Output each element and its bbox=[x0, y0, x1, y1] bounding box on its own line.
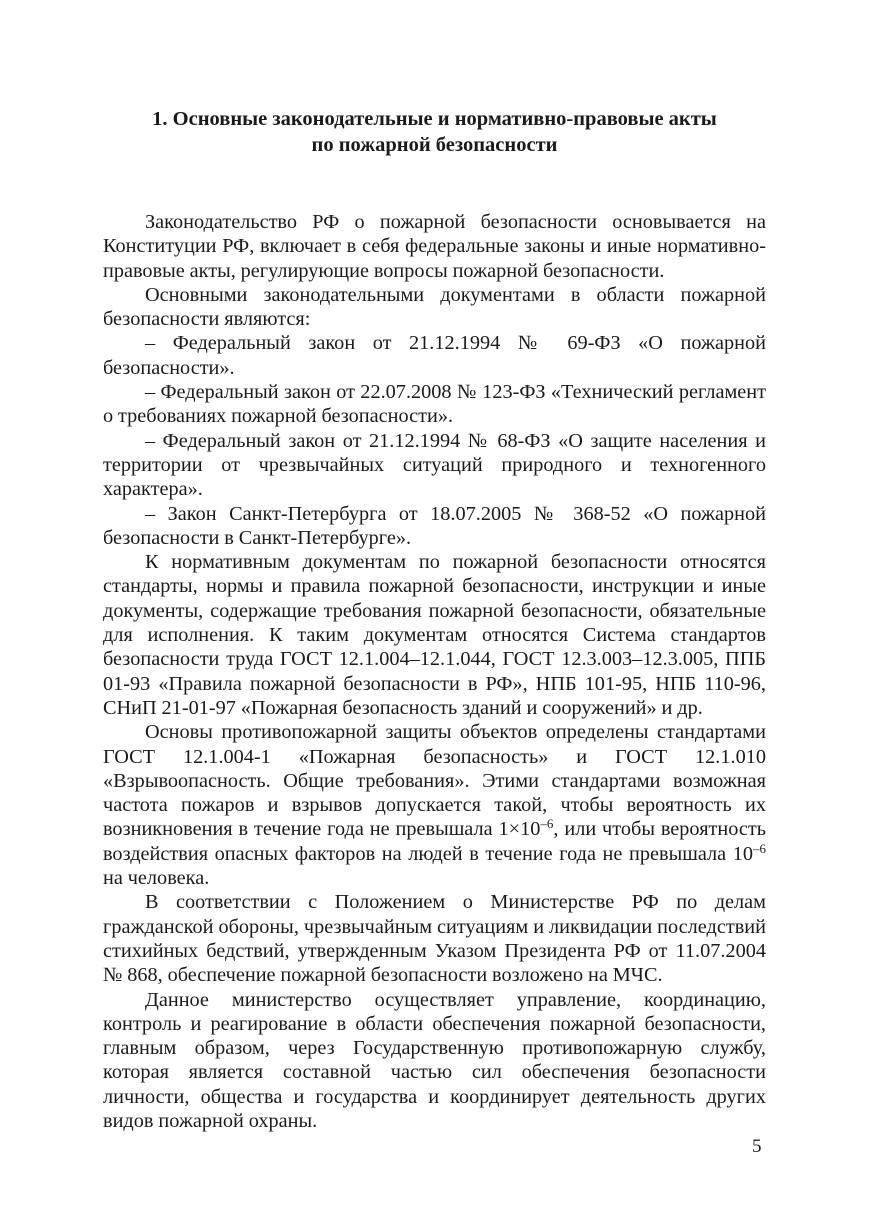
section-heading bbox=[103, 106, 766, 158]
page-content bbox=[103, 106, 766, 1133]
paragraph-fire-protection-text-c: на человека. bbox=[103, 867, 210, 890]
exponent-1: –6 bbox=[540, 816, 554, 832]
list-item-spb-law: – Закон Санкт-Петербурга от 18.07.2005 № 368-52 «О пожарной безопасности в Санкт-Петербурге». bbox=[103, 502, 766, 549]
paragraph-fire-protection-text-a: Основы противопожарной защиты объектов определены стандартами ГОСТ 12.1.004-1 «Пожарная безопасность» и ГОСТ 12.1.010 «Взрывоопасность. Общие требования». Этими стандартами возможная частота пожаров и взрывов допускается такой, чтобы вероятность их возникновения в течение года не превышала 1×10 bbox=[103, 721, 766, 841]
paragraph-fire-protection-standards bbox=[103, 720, 766, 890]
list-item-law-68fz: – Федеральный закон от 21.12.1994 № 68-ФЗ «О защите населения и территории от чрезвычайных ситуаций природного и техногенного характера». bbox=[103, 429, 766, 501]
paragraph-fire-protection-text-b: , или чтобы вероятность воздействия опасных факторов на людей в течение года не превышала 10 bbox=[103, 818, 766, 865]
paragraph-normative-documents: К нормативным документам по пожарной безопасности относятся стандарты, нормы и правила пожарной безопасности, инструкции и иные документы, содержащие требования пожарной безопасности, обязательные для исполнения. К таким документам относятся Система стандартов безопасности труда ГОСТ 12.1.004–12.1.044, ГОСТ 12.3.003–12.3.005, ППБ 01-93 «Правила пожарной безопасности в РФ», НПБ 101-95, НПБ 110-96, СНиП 21-01-97 «Пожарная безопасность зданий и сооружений» и др. bbox=[103, 551, 766, 719]
exponent-2: –6 bbox=[753, 840, 766, 856]
body-text bbox=[103, 210, 766, 1133]
list-item-law-69fz: – Федеральный закон от 21.12.1994 № 69-ФЗ «О пожарной безопасности». bbox=[103, 332, 766, 379]
paragraph-legislation-basis: Законодательство РФ о пожарной безопасности основывается на Конституции РФ, включает в себя федеральные законы и иные нормативно-правовые акты, регулирующие вопросы пожарной безопасности. bbox=[103, 211, 766, 282]
section-heading-line-2: по пожарной безопасности bbox=[311, 134, 558, 156]
paragraph-ministry-functions: Данное министерство осуществляет управление, координацию, контроль и реагирование в области обеспечения пожарной безопасности, главным образом, через Государственную противопожарную службу, которая является составной частью сил обеспечения безопасности личности, общества и государства и координирует деятельность других видов пожарной охраны. bbox=[103, 988, 766, 1132]
page-number: 5 bbox=[752, 1136, 762, 1157]
paragraph-main-documents-intro: Основными законодательными документами в области пожарной безопасности являются: bbox=[103, 283, 766, 331]
section-heading-line-1: 1. Основные законодательные и нормативно-правовые акты bbox=[152, 108, 717, 130]
paragraph-emergencies-ministry: В соответствии с Положением о Министерстве РФ по делам гражданской обороны, чрезвычайным ситуациям и ликвидации последствий стихийных бедствий, утвержденным Указом Президента РФ от 11.07.2004 № 868, обеспечение пожарной безопасности возложено на МЧС. bbox=[103, 891, 766, 987]
list-item-law-123fz: – Федеральный закон от 22.07.2008 № 123-ФЗ «Технический регламент о требованиях пожарной безопасности». bbox=[103, 381, 766, 428]
